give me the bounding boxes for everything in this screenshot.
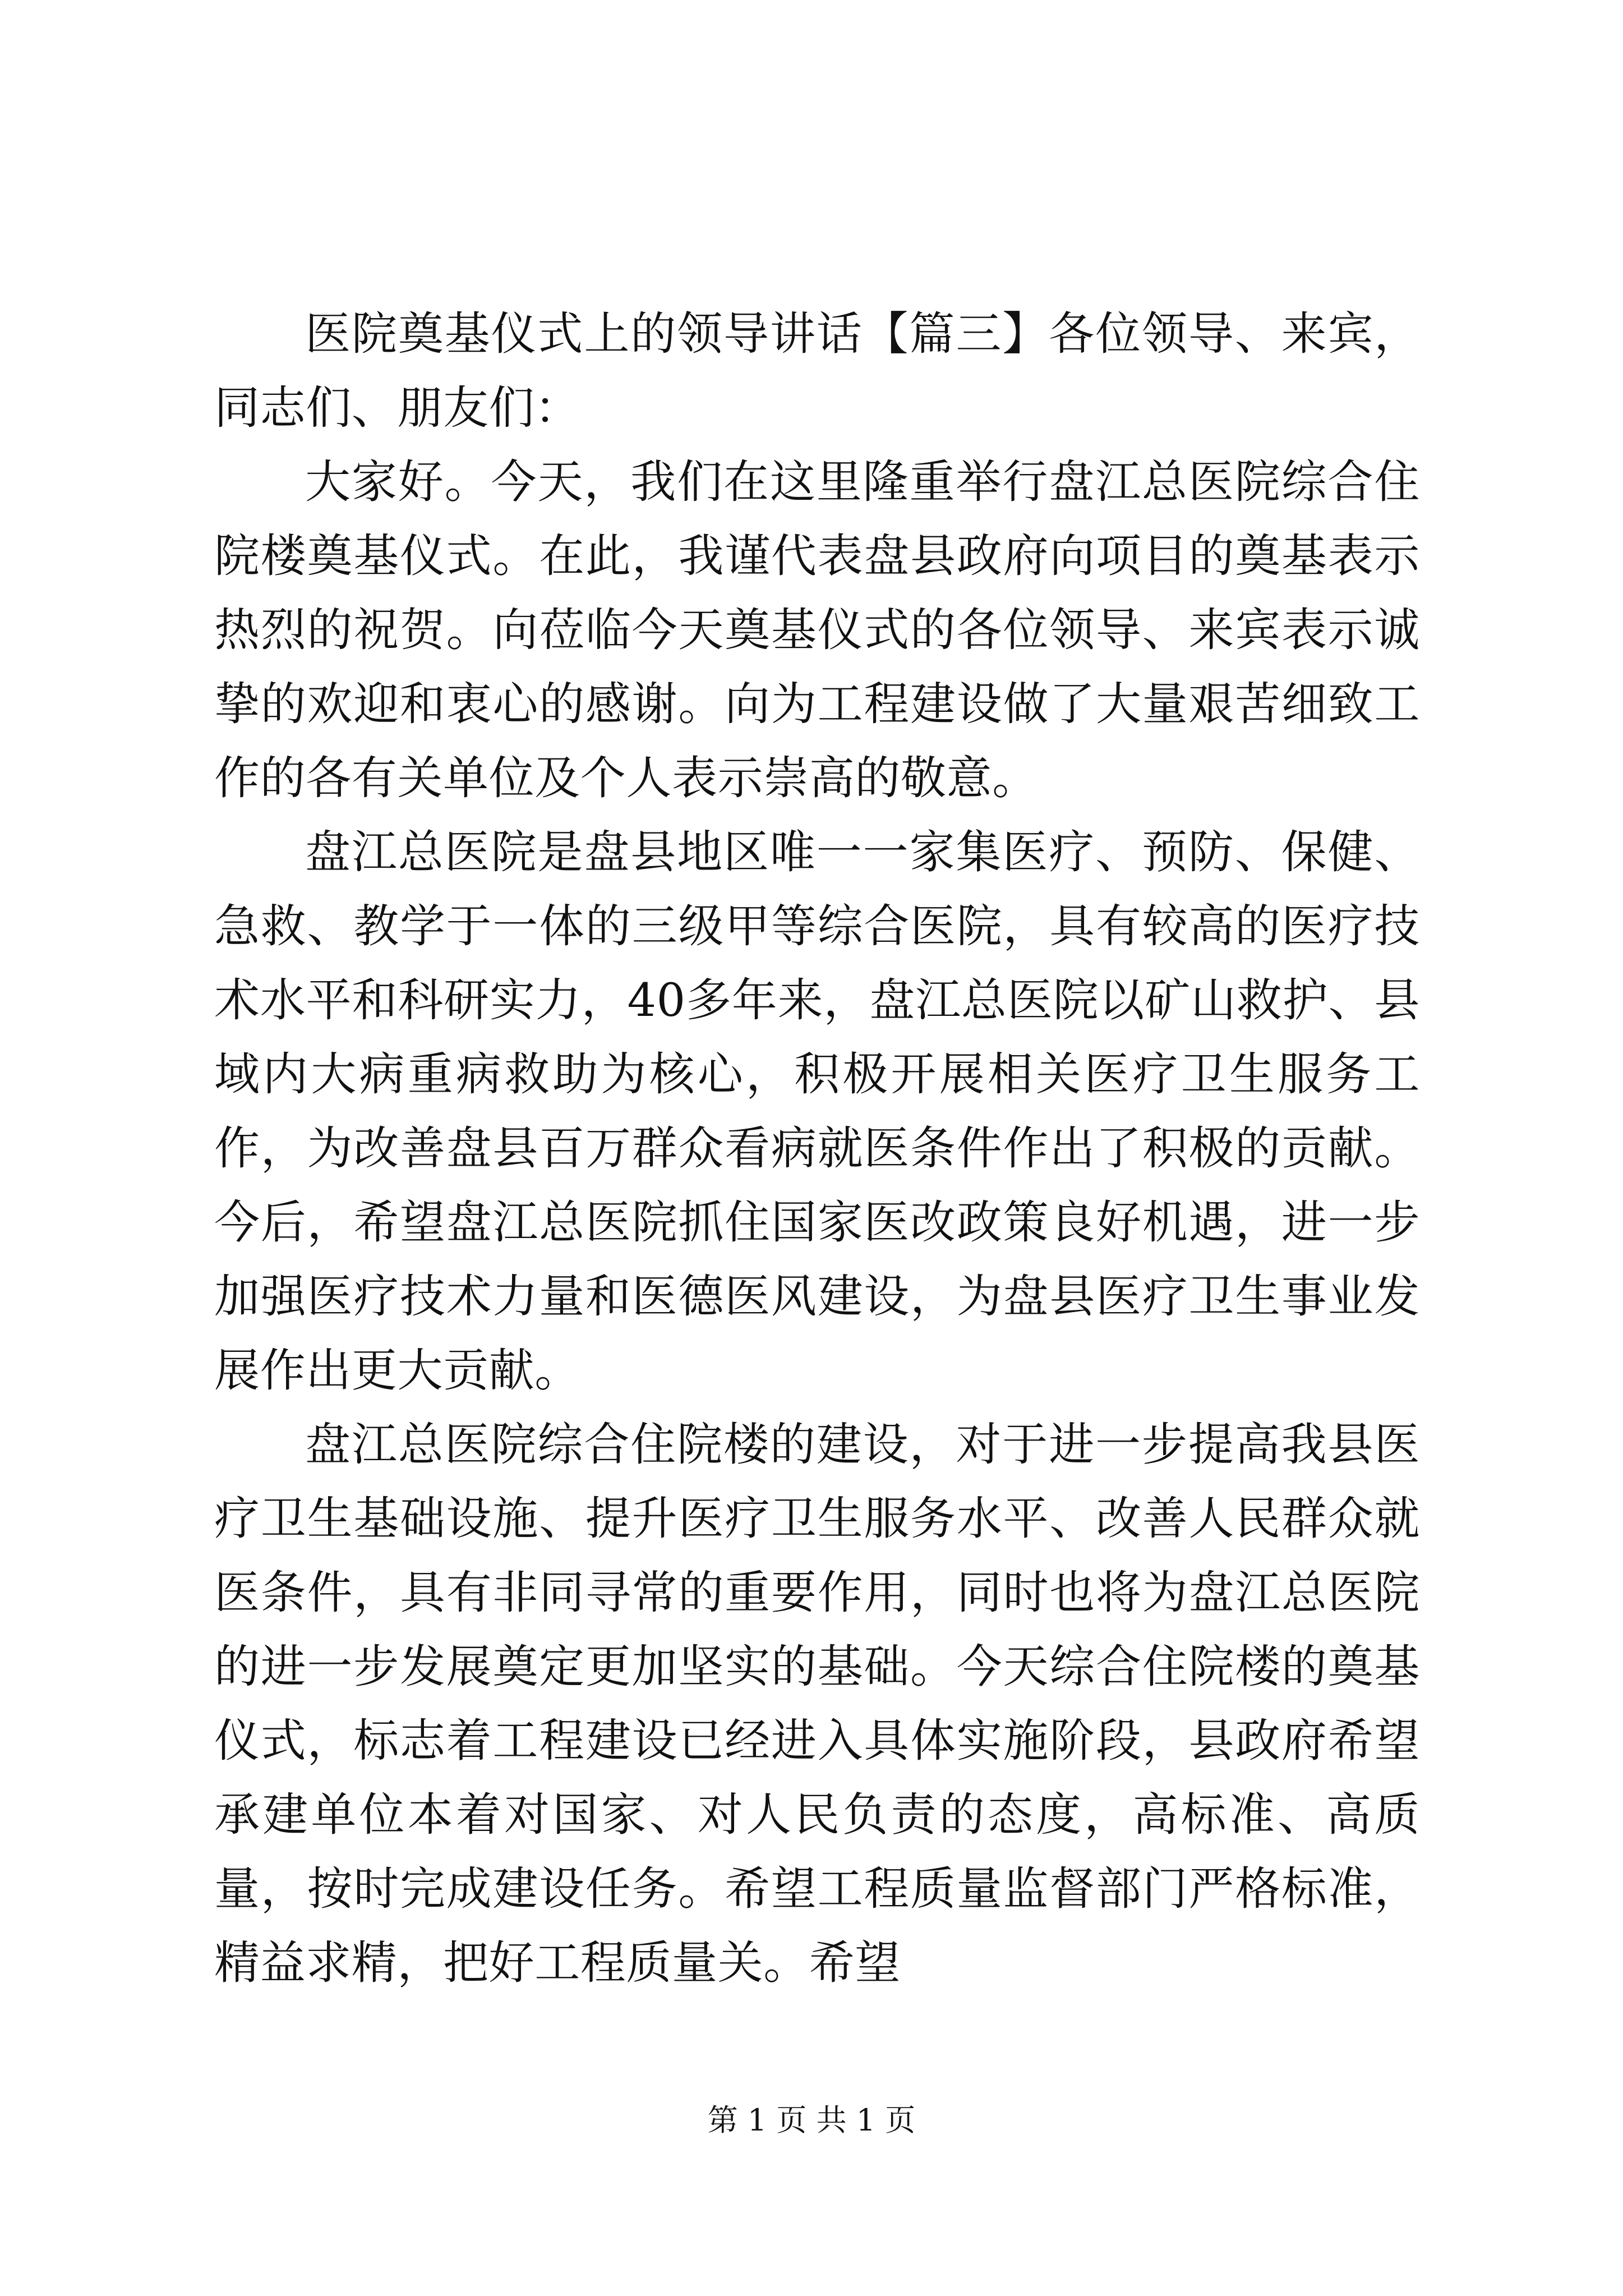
- page-number-footer: 第 1 页 共 1 页: [707, 2102, 916, 2138]
- paragraph-hospital-intro: 盘江总医院是盘县地区唯一一家集医疗、预防、保健、急救、教学于一体的三级甲等综合医院，具有较高的医疗技术水平和科研实力，40多年来，盘江总医院以矿山救护、县域内大病重病救助为核心，积极开展相关医疗卫生服务工作，为改善盘县百万群众看病就医条件作出了积极的贡献。今后，希望盘江总医院抓住国家医改政策良好机遇，进一步加强医疗技术力量和医德医风建设，为盘县医疗卫生事业发展作出更大贡献。: [214, 826, 1420, 1397]
- paragraph-title-greeting: 医院奠基仪式上的领导讲话【篇三】各位领导、来宾，同志们、朋友们：: [214, 308, 1420, 435]
- paragraph-construction: 盘江总医院综合住院楼的建设，对于进一步提高我县医疗卫生基础设施、提升医疗卫生服务水平、改善人民群众就医条件，具有非同寻常的重要作用，同时也将为盘江总医院的进一步发展奠定更加坚实的基础。今天综合住院楼的奠基仪式，标志着工程建设已经进入具体实施阶段，县政府希望承建单位本着对国家、对人民负责的态度，高标准、高质量，按时完成建设任务。希望工程质量监督部门严格标准，精益求精，把好工程质量关。希望: [214, 1419, 1420, 1990]
- document-body: [214, 297, 1420, 2000]
- paragraph-opening: 大家好。今天，我们在这里隆重举行盘江总医院综合住院楼奠基仪式。在此，我谨代表盘县政府向项目的奠基表示热烈的祝贺。向莅临今天奠基仪式的各位领导、来宾表示诚挚的欢迎和衷心的感谢。向为工程建设做了大量艰苦细致工作的各有关单位及个人表示崇高的敬意。: [214, 456, 1420, 805]
